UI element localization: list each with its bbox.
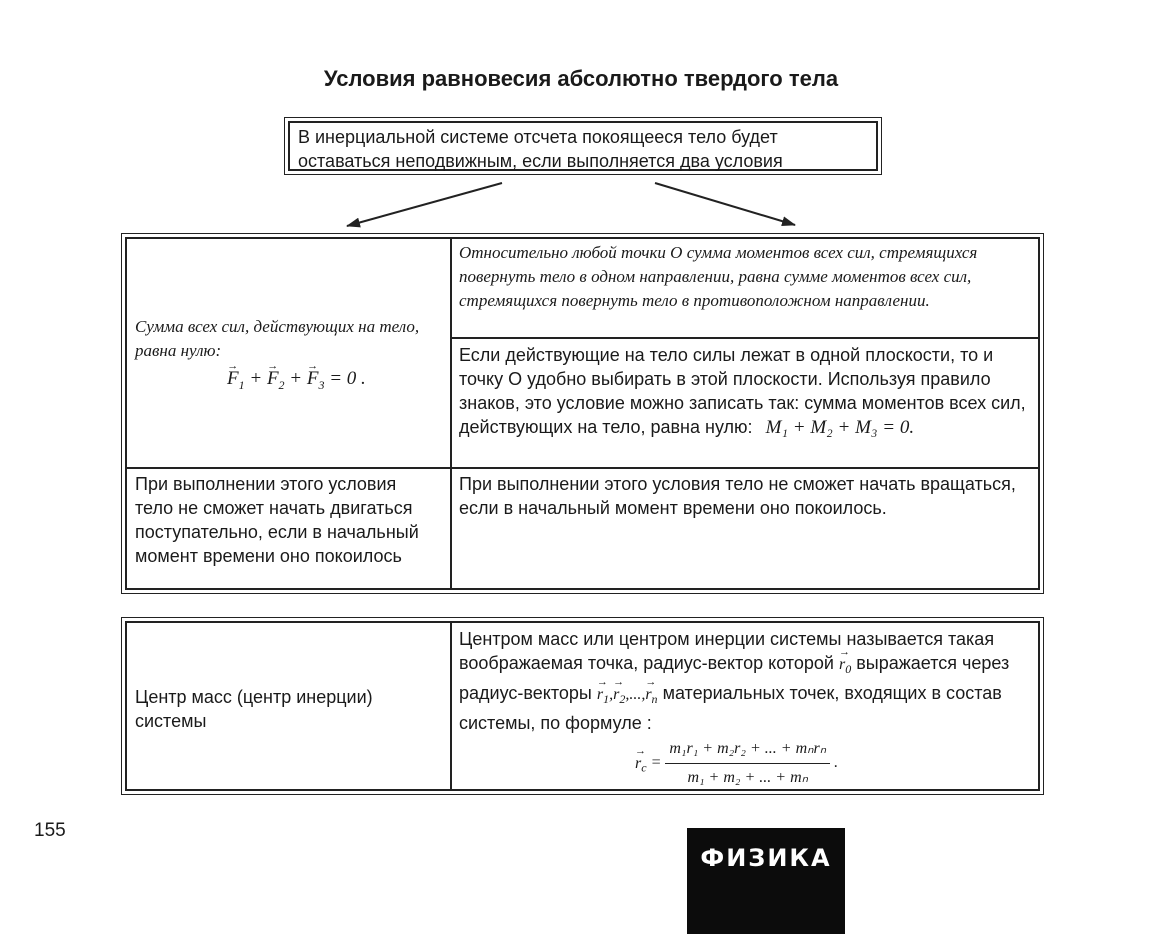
force-sum-text: Сумма всех сил, действующих на тело, равна нулю: (135, 317, 420, 360)
branch-arrows (0, 0, 1162, 260)
right-arrow (655, 183, 795, 225)
moment-plane-text: Если действующие на тело силы лежат в одной плоскости, то и точку О удобно выбирать в этой плоскости. Используя правило знаков, это условие можно записать так: сумма моментов всех сил, действующих на тело, равна нулю: (459, 345, 1026, 437)
moment-sum-formula: M₁ + M₂ + M₃ = 0. (765, 417, 915, 438)
center-of-mass-definition: Центром масс или центром инерции системы называется такая воображаемая точка, радиус-вектор которой → $r_0$ выражается через радиус-векторы → $r_1,\to r_2,...,\to r_n$ материальных точек, входящих в состав системы, по формуле : → $r_c$ = $\frac{\text{m₁r₁ + m₂r₂ + ... + mₙrₙ}}{\text{m₁ + m₂ + ... + mₙ}}$ . (459, 627, 1039, 790)
translation-condition-cell: При выполнении этого условия тело не сможет начать двигаться поступательно, если в начальный момент времени оно покоилось (135, 474, 419, 566)
moment-rule-cell: Относительно любой точки О сумма моментов всех сил, стремящихся повернуть тело в одном направлении, равна сумме моментов всех сил, стремящихся повернуть тело в противоположном направлении. (459, 243, 978, 310)
page-title: Условия равновесия абсолютно твердого тела (323, 66, 839, 91)
intro-text: В инерциальной системе отсчета покоящееся тело будет оставаться неподвижным, если выполняется два условия (288, 121, 878, 171)
force-sum-cell (135, 315, 447, 397)
center-of-mass-label: Центр масс (центр инерции) системы (135, 687, 373, 731)
left-arrow (347, 183, 502, 226)
page-number: 155 (34, 820, 66, 841)
center-of-mass-table (121, 617, 1044, 795)
physics-logo (687, 828, 845, 934)
logo-text: ФИЗИКА (700, 844, 832, 872)
center-of-mass-formula: → $r_c$ = $\frac{\text{m₁r₁ + m₂r₂ + ... + mₙrₙ}}{\text{m₁ + m₂ + ... + mₙ}}$ . (459, 737, 1039, 790)
conditions-table (121, 233, 1044, 594)
rotation-condition-cell: При выполнении этого условия тело не сможет начать вращаться, если в начальный момент времени оно покоилось. (459, 474, 1016, 518)
force-sum-formula: → $F_1$ + → $F_2$ + → $F_3 = 0$ . (135, 367, 447, 397)
moment-plane-cell (459, 343, 1037, 440)
